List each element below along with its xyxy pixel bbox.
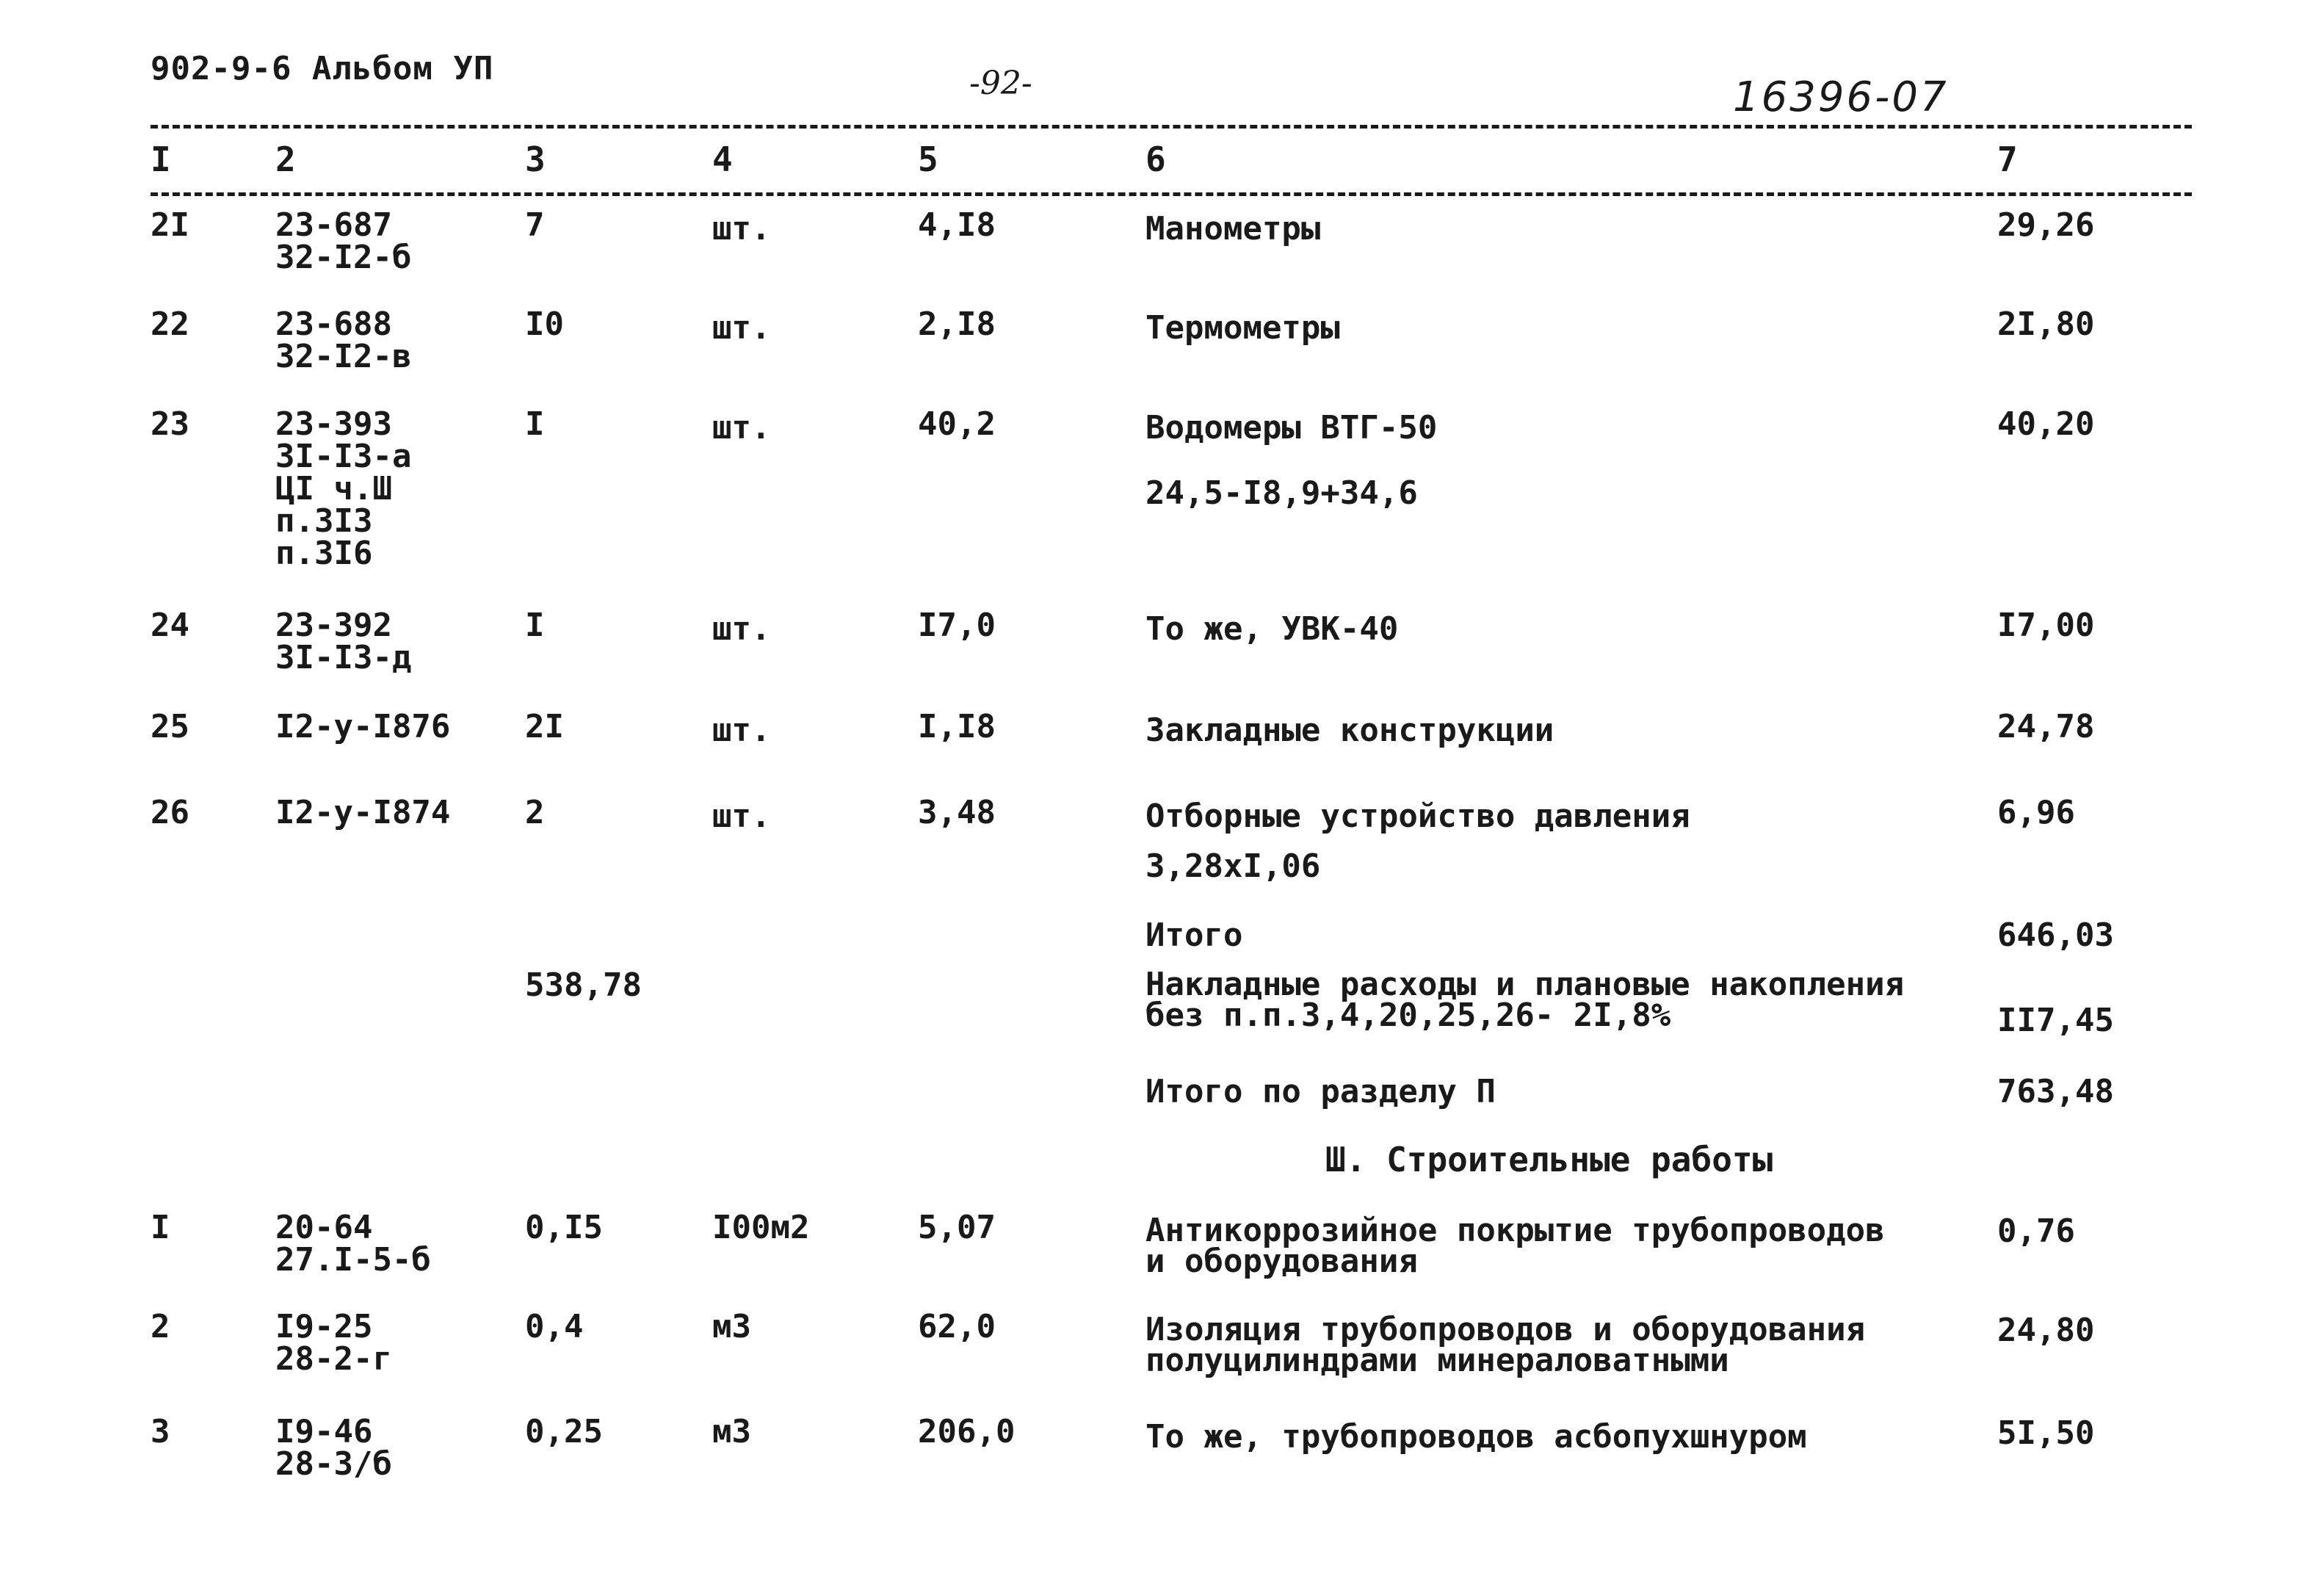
row-code: I9-25 28-2-г <box>275 1308 392 1378</box>
section-total-label: Итого по разделу П <box>1145 1073 1496 1110</box>
row-price: 4,I8 <box>918 206 996 244</box>
row-name: Водомеры ВТГ-50 <box>1145 409 1438 447</box>
section-title: Ш. Строительные работы <box>1325 1140 1773 1179</box>
row-unit: шт. <box>712 409 771 447</box>
row-name: Отборные устройство давления <box>1145 798 1690 835</box>
row-unit: м3 <box>712 1308 751 1345</box>
row-unit: шт. <box>712 712 771 749</box>
column-header-6: 6 <box>1145 140 1166 179</box>
row-sum: 2I,80 <box>1997 306 2095 343</box>
row-name: Изоляция трубопроводов и оборудования полуцилиндрами минераловатными <box>1145 1311 1866 1379</box>
row-unit: I00м2 <box>712 1209 810 1246</box>
document-code: 16396-07 <box>1733 73 1949 121</box>
row-name-formula: 24,5-I8,9+34,6 <box>1145 474 1418 512</box>
row-sum: 6,96 <box>1997 794 2075 831</box>
row-sum: 24,80 <box>1997 1312 2095 1349</box>
overhead-sum: II7,45 <box>1997 1002 2114 1039</box>
column-header-1: I <box>151 140 171 179</box>
row-code: I2-у-I874 <box>275 794 451 831</box>
row-quantity: 0,25 <box>525 1413 603 1450</box>
column-header-4: 4 <box>712 140 733 179</box>
row-sum: 29,26 <box>1997 206 2095 244</box>
row-sum: 24,78 <box>1997 708 2095 745</box>
row-price: 62,0 <box>918 1308 996 1345</box>
row-name: Закладные конструкции <box>1145 712 1554 749</box>
row-name-formula: 3,28хI,06 <box>1145 847 1321 885</box>
header-dashed-rule <box>151 192 2192 196</box>
row-name: То же, УВК-40 <box>1145 610 1399 648</box>
row-quantity: 0,I5 <box>525 1209 603 1246</box>
row-quantity: I0 <box>525 306 564 343</box>
row-unit: м3 <box>712 1413 751 1450</box>
row-name: Термометры <box>1145 309 1340 347</box>
column-header-3: 3 <box>525 140 546 179</box>
overhead-label: Накладные расходы и плановые накопления без п.п.3,4,20,25,26- 2I,8% <box>1145 966 1905 1034</box>
row-quantity: I <box>525 405 545 443</box>
row-number: 23 <box>151 405 189 443</box>
column-header-5: 5 <box>918 140 938 179</box>
row-sum: 0,76 <box>1997 1212 2075 1250</box>
row-quantity: 0,4 <box>525 1308 584 1345</box>
row-price: 5,07 <box>918 1209 996 1246</box>
album-label: 902-9-6 Альбом УП <box>151 50 494 87</box>
top-dashed-rule <box>151 125 2192 129</box>
row-number: 2 <box>151 1308 170 1345</box>
row-quantity: I <box>525 607 545 644</box>
row-price: 2,I8 <box>918 306 996 343</box>
row-unit: шт. <box>712 210 771 247</box>
row-code: 20-64 27.I-5-б <box>275 1209 431 1279</box>
row-number: 26 <box>151 794 189 831</box>
row-price: 206,0 <box>918 1413 1016 1450</box>
row-name: Антикоррозийное покрытие трубопроводов и оборудования <box>1145 1212 1885 1280</box>
row-unit: шт. <box>712 798 771 835</box>
row-quantity: 7 <box>525 206 545 244</box>
itogo-label: Итого <box>1145 917 1243 954</box>
row-sum: 5I,50 <box>1997 1414 2095 1452</box>
row-price: 3,48 <box>918 794 996 831</box>
row-price: 40,2 <box>918 405 996 443</box>
page-number: -92- <box>969 65 1032 102</box>
row-quantity: 2 <box>525 794 545 831</box>
row-sum: 40,20 <box>1997 405 2095 443</box>
row-number: I <box>151 1209 170 1246</box>
row-sum: I7,00 <box>1997 607 2095 644</box>
row-number: 2I <box>151 206 189 244</box>
row-number: 24 <box>151 607 189 644</box>
row-code: 23-688 32-I2-в <box>275 306 412 375</box>
row-unit: шт. <box>712 610 771 648</box>
row-unit: шт. <box>712 309 771 347</box>
itogo-sum: 646,03 <box>1997 917 2114 954</box>
row-number: 22 <box>151 306 189 343</box>
overhead-base: 538,78 <box>525 966 642 1004</box>
row-name: То же, трубопроводов асбопухшнуром <box>1145 1418 1807 1456</box>
row-code: I9-46 28-3/б <box>275 1413 392 1483</box>
row-code: 23-392 3I-I3-д <box>275 607 412 676</box>
column-header-7: 7 <box>1997 140 2018 179</box>
row-code: 23-687 32-I2-б <box>275 206 412 276</box>
section-total-sum: 763,48 <box>1997 1073 2114 1110</box>
column-header-2: 2 <box>275 140 296 179</box>
row-price: I7,0 <box>918 607 996 644</box>
row-name: Манометры <box>1145 210 1321 247</box>
row-number: 3 <box>151 1413 170 1450</box>
row-code: 23-393 3I-I3-а ЦI ч.Ш п.3I3 п.3I6 <box>275 405 412 572</box>
row-price: I,I8 <box>918 708 996 745</box>
row-number: 25 <box>151 708 189 745</box>
row-quantity: 2I <box>525 708 564 745</box>
row-code: I2-у-I876 <box>275 708 451 745</box>
